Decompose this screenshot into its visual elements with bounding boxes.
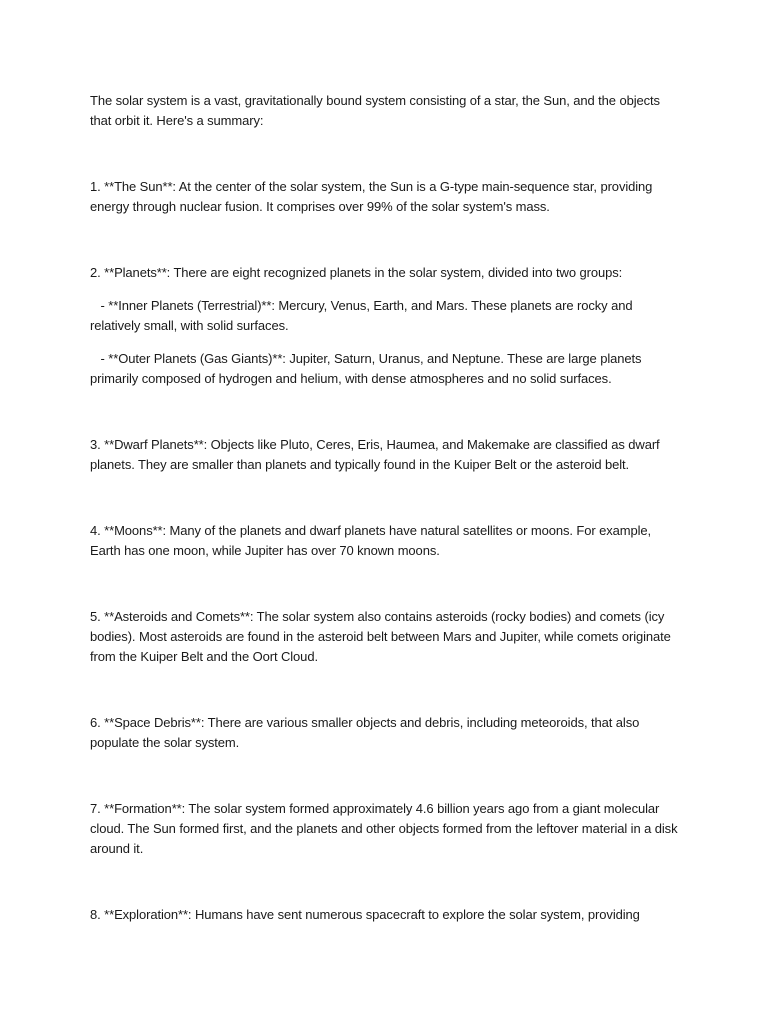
subitem-inner-planets: - **Inner Planets (Terrestrial)**: Mercury, Venus, Earth, and Mars. These planets are rocky and relatively small, with solid surfaces. xyxy=(90,298,633,333)
item-sun: 1. **The Sun**: At the center of the solar system, the Sun is a G-type main-sequence star, providing energy through nuclear fusion. It comprises over 99% of the solar system's mass. xyxy=(90,179,653,214)
item-moons: 4. **Moons**: Many of the planets and dwarf planets have natural satellites or moons. For example, Earth has one moon, while Jupiter has over 70 known moons. xyxy=(90,523,652,558)
item-planets: 2. **Planets**: There are eight recognized planets in the solar system, divided into two groups: xyxy=(90,265,623,280)
subitem-outer-planets: - **Outer Planets (Gas Giants)**: Jupiter, Saturn, Uranus, and Neptune. These are large planets primarily composed of hydrogen and helium, with dense atmospheres and no solid surfaces. xyxy=(90,351,642,386)
item-dwarf-planets: 3. **Dwarf Planets**: Objects like Pluto, Ceres, Eris, Haumea, and Makemake are classified as dwarf planets. They are smaller than planets and typically found in the Kuiper Belt or the asteroid belt. xyxy=(90,437,660,472)
item-asteroids-comets: 5. **Asteroids and Comets**: The solar system also contains asteroids (rocky bodies) and comets (icy bodies). Most asteroids are found in the asteroid belt between Mars and Jupiter, while comets originate from the Kuiper Belt and the Oort Cloud. xyxy=(90,609,671,664)
item-exploration: 8. **Exploration**: Humans have sent numerous spacecraft to explore the solar system, providing xyxy=(90,907,640,922)
item-formation: 7. **Formation**: The solar system formed approximately 4.6 billion years ago from a giant molecular cloud. The Sun formed first, and the planets and other objects formed from the leftover material in a disk around it. xyxy=(90,801,678,856)
intro-paragraph: The solar system is a vast, gravitationally bound system consisting of a star, the Sun, and the objects that orbit it. Here's a summary: xyxy=(90,93,660,128)
item-space-debris: 6. **Space Debris**: There are various smaller objects and debris, including meteoroids, that also populate the solar system. xyxy=(90,715,640,750)
document-body xyxy=(90,91,680,925)
